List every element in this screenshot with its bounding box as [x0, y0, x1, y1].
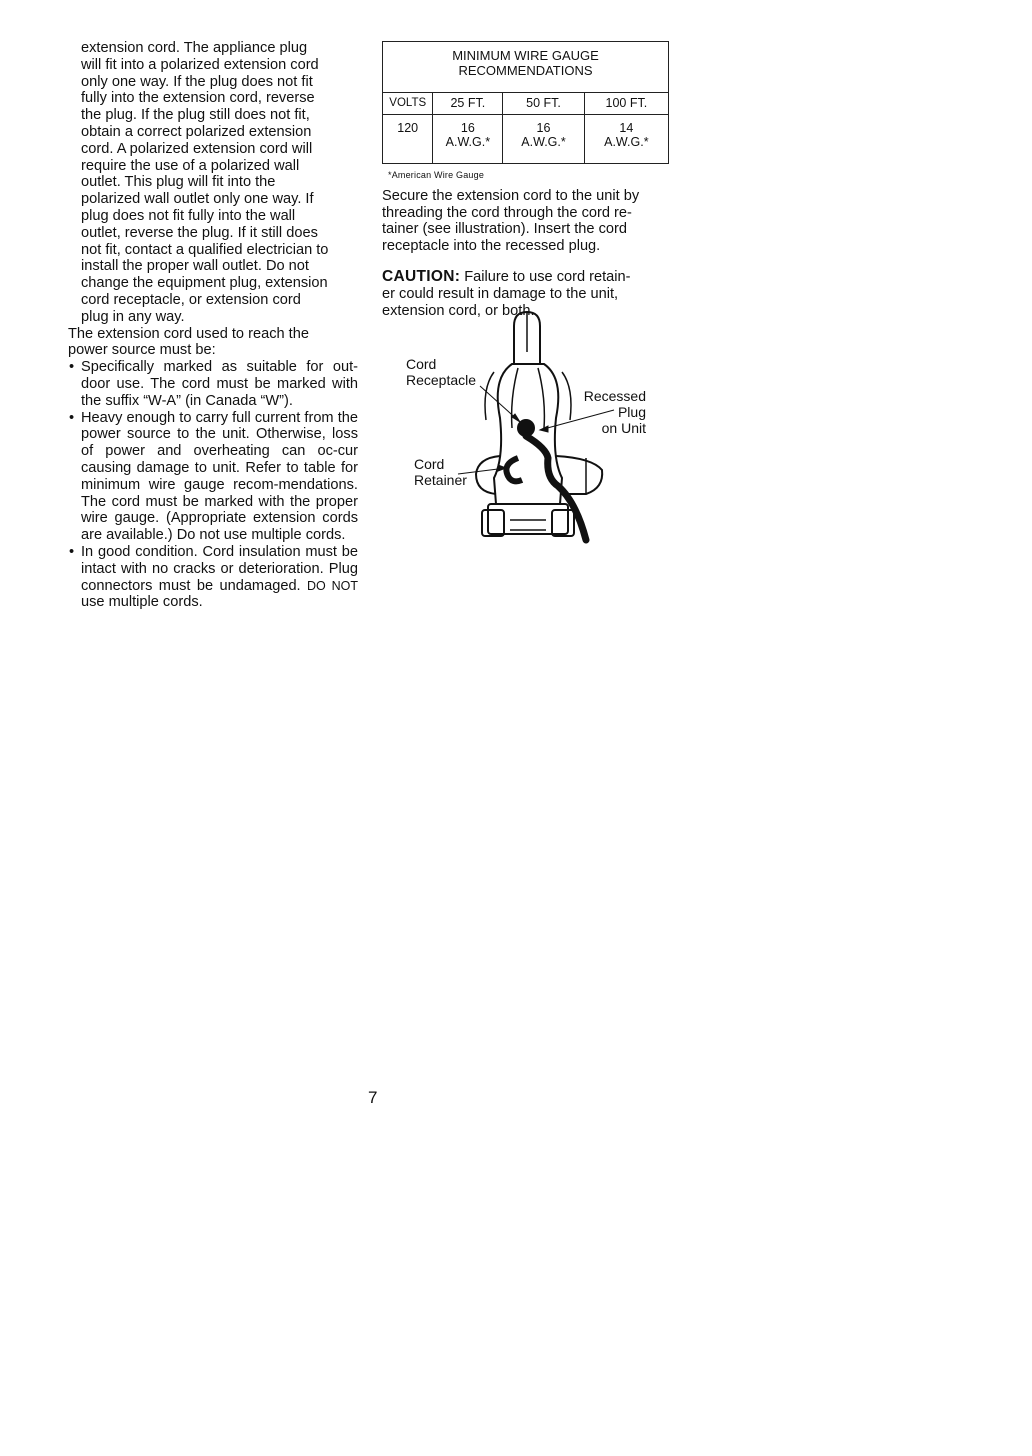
text-line: obtain a correct polarized extension: [81, 123, 312, 140]
text-line: outlet. This plug will fit into the: [81, 174, 276, 191]
left-column: [68, 40, 358, 611]
cord-retainer-illustration: [396, 308, 660, 546]
cord-retainer-label: [414, 456, 467, 488]
caution-label: CAUTION:: [382, 267, 461, 285]
list-item: [68, 410, 358, 544]
text-line: er could result in damage to the unit,: [382, 285, 619, 302]
text-line: install the proper wall outlet. Do not: [81, 258, 309, 275]
gauge-unit: A.W.G.*: [445, 135, 491, 149]
column-header: VOLTS: [383, 93, 433, 115]
gauge-value: 14: [619, 121, 634, 135]
gauge-cell: [584, 115, 668, 164]
wheel-right: [552, 510, 574, 536]
text-line: tainer (see illustration). Insert the cord: [382, 221, 627, 238]
recessed-plug-label: [580, 388, 646, 436]
text-line: polarized wall outlet only one way. If: [81, 191, 314, 208]
label-line: on Unit: [601, 420, 646, 436]
text-line: power source must be:: [68, 342, 216, 359]
table-header-row: [383, 93, 669, 115]
text-line: receptacle into the recessed plug.: [382, 238, 601, 255]
text-line: cord receptacle, or extension cord: [81, 291, 301, 308]
bullet-text-tail: use multiple cords.: [81, 594, 203, 611]
text-line: not fit, contact a qualified electrician to: [81, 241, 329, 258]
label-line: Plug: [617, 404, 646, 420]
text-line: plug in any way.: [81, 308, 185, 325]
table-title: [383, 42, 669, 93]
table-row: [383, 115, 669, 164]
gauge-unit: A.W.G.*: [604, 135, 649, 149]
right-column: [382, 41, 669, 319]
bullet-text: In good condition. Cord insulation must be intact with no cracks or deterioration. Plug connectors must be undamaged.: [81, 543, 358, 594]
text-line: cord. A polarized extension cord will: [81, 140, 313, 157]
table-footnote: *American Wire Gauge: [388, 170, 485, 180]
text-line: The extension cord used to reach the: [68, 325, 309, 342]
column-header: 50 FT.: [503, 93, 584, 115]
bullet-icon: •: [69, 409, 75, 426]
gauge-cell: [433, 115, 503, 164]
wheel-left: [482, 510, 504, 536]
text-line: change the equipment plug, extension: [81, 275, 328, 292]
secure-cord-paragraph: [382, 188, 669, 255]
list-item: [68, 544, 358, 611]
list-item: [68, 359, 358, 409]
label-line: Receptacle: [406, 372, 477, 388]
text-line: Secure the extension cord to the unit by: [382, 187, 640, 204]
text-line: threading the cord through the cord re-: [382, 204, 632, 221]
text-line: will fit into a polarized extension cord: [81, 56, 319, 73]
text-line: require the use of a polarized wall: [81, 157, 300, 174]
column-header: 25 FT.: [433, 93, 503, 115]
bullet-icon: •: [69, 543, 75, 560]
gauge-unit: A.W.G.*: [521, 135, 566, 149]
do-not-warning: DO NOT: [307, 578, 358, 593]
label-line: Retainer: [414, 472, 467, 488]
gauge-cell: [503, 115, 584, 164]
text-line: extension cord. The appliance plug: [81, 40, 308, 56]
wire-gauge-table: [382, 41, 669, 164]
page-number: 7: [368, 1088, 378, 1107]
text-line: plug does not fit fully into the wall: [81, 207, 296, 224]
cord-retainer-loop: [506, 458, 522, 481]
label-line: Recessed: [583, 388, 646, 404]
cord-requirements-intro: [68, 326, 358, 360]
text-line: fully into the extension cord, reverse: [81, 90, 315, 107]
cord-requirements-list: [68, 359, 358, 611]
bullet-text: Heavy enough to carry full current from the power source to the unit. Otherwise, loss of power and overheating can oc-cur causing damage to unit. Refer to table for minimum wire gauge recom-mendations. The cord must be marked with the proper wire gauge. (Appropriate extension cords are available.) Do not use multiple cords.: [81, 409, 358, 544]
bullet-icon: •: [69, 359, 75, 376]
table-title-line: MINIMUM WIRE GAUGE: [452, 48, 599, 63]
text-line: outlet, reverse the plug. If it still does: [81, 224, 318, 241]
text-line: the plug. If the plug still does not fit,: [81, 107, 310, 124]
gauge-value: 16: [536, 121, 551, 135]
text-line: Failure to use cord retain-: [460, 268, 631, 285]
column-header: 100 FT.: [584, 93, 668, 115]
bullet-text: Specifically marked as suitable for out-door use. The cord must be marked with the suffix “W-A” (in Canada “W”).: [81, 359, 358, 409]
cord-receptacle-label: [406, 356, 476, 388]
label-line: Cord: [406, 356, 437, 372]
polarized-plug-paragraph: [68, 40, 358, 326]
table-title-line: RECOMMENDATIONS: [458, 63, 593, 78]
text-line: only one way. If the plug does not fit: [81, 73, 313, 90]
gauge-value: 16: [460, 121, 475, 135]
text-line: extension cord, or both.: [382, 302, 535, 319]
label-line: Cord: [414, 456, 445, 472]
volts-cell: 120: [383, 115, 433, 164]
